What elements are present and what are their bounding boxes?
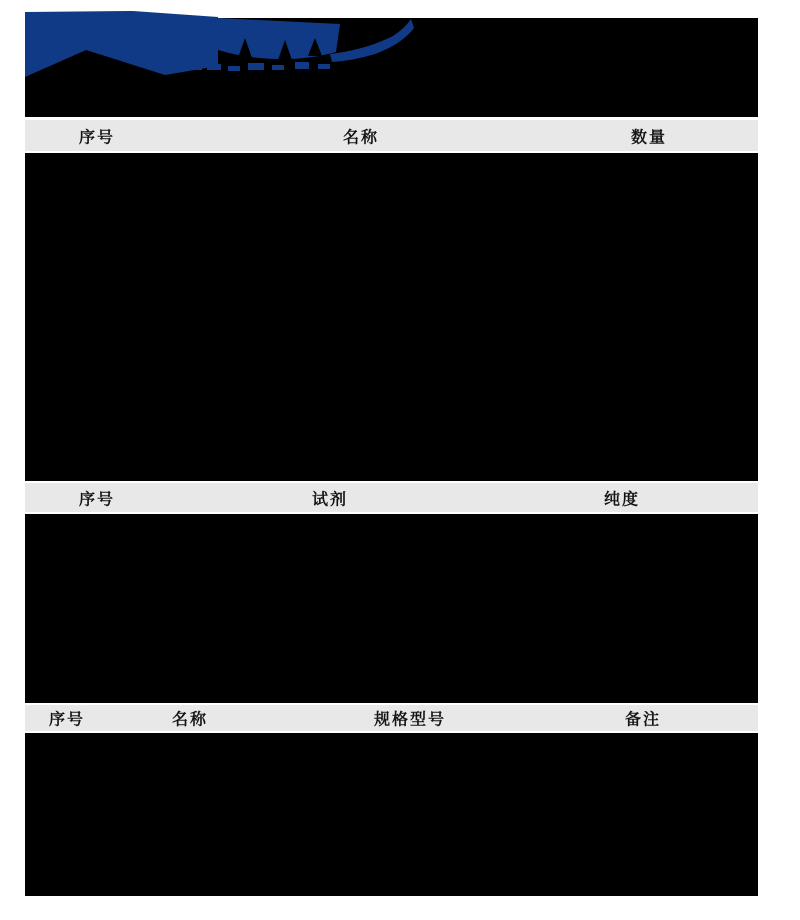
logo-fringe-bit	[172, 60, 184, 68]
logo-text-fragments	[218, 18, 340, 59]
table1-header-quantity: 数量	[630, 129, 668, 146]
logo-fringe-bit	[318, 64, 330, 69]
logo-fringe-bit	[272, 65, 284, 70]
logo-fringe-bit	[142, 58, 152, 66]
table1-header-serial: 序号	[78, 129, 116, 146]
table3-header-remarks: 备注	[624, 711, 662, 729]
redacted-block-table1-body	[25, 153, 758, 481]
table2-header-serial: 序号	[78, 491, 116, 508]
table3-header-spec-model: 规格型号	[373, 711, 447, 729]
redacted-block-table3-body	[25, 733, 758, 896]
logo-fringe-bit	[207, 64, 221, 70]
logo-fringe-bit	[248, 63, 264, 70]
table3-header-row	[25, 705, 758, 731]
table1-header-name: 名称	[342, 129, 380, 146]
logo-fringe-bit	[228, 66, 240, 71]
mountain-logo-icon	[25, 8, 415, 120]
redacted-block-table2-body	[25, 514, 758, 703]
table1-header-row	[25, 120, 758, 151]
logo-swoosh	[330, 19, 414, 62]
logo-banner-shape	[25, 11, 218, 77]
table2-header-row	[25, 483, 758, 512]
logo-fringe-bit	[156, 62, 168, 70]
logo-fringe-bit	[190, 64, 202, 70]
table2-header-reagent: 试剂	[311, 491, 349, 508]
table2-header-purity: 纯度	[603, 491, 641, 508]
logo-fringe-bit	[295, 62, 309, 69]
table3-header-serial: 序号	[48, 711, 86, 729]
table3-header-name: 名称	[171, 711, 209, 729]
